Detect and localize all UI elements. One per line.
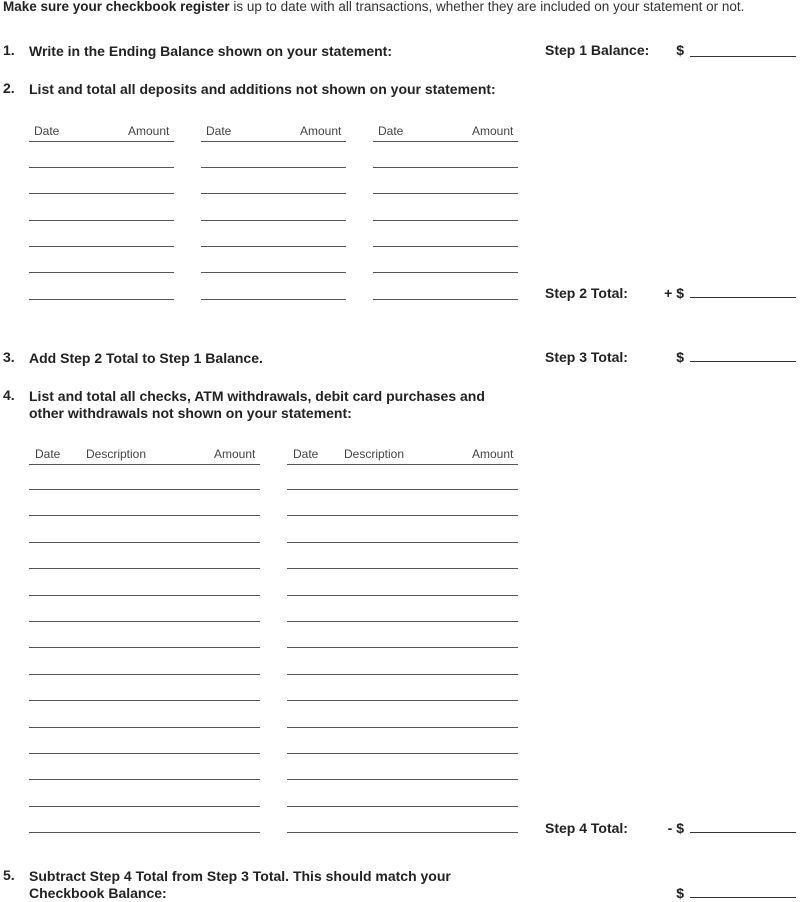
withdrawal-entry-line[interactable]: [29, 621, 260, 622]
deposit-entry-line[interactable]: [201, 167, 346, 168]
withdrawal-entry-line[interactable]: [29, 542, 260, 543]
step-2-label: Step 2 Total:: [545, 285, 628, 301]
intro-text: [3, 0, 744, 14]
withdrawal-entry-line[interactable]: [29, 832, 260, 833]
withdrawal-entry-line[interactable]: [287, 568, 518, 569]
step-1-sign: $: [676, 42, 684, 58]
deposits-date-header-1: Date: [34, 124, 60, 138]
deposit-entry-line[interactable]: [373, 167, 518, 168]
withdrawals-description-header-1: Description: [86, 447, 147, 461]
intro-bold: Make sure your checkbook register: [3, 0, 230, 14]
withdrawals-date-header-2: Date: [293, 447, 319, 461]
deposits-date-header-2: Date: [206, 124, 232, 138]
withdrawals-description-header-2: Description: [344, 447, 405, 461]
withdrawal-entry-line[interactable]: [29, 753, 260, 754]
withdrawal-entry-line[interactable]: [29, 806, 260, 807]
step-1-text: Write in the Ending Balance shown on your statement:: [29, 43, 393, 59]
step-1-number: 1.: [3, 42, 15, 58]
withdrawal-entry-line[interactable]: [287, 595, 518, 596]
step-1-balance-field[interactable]: [690, 56, 796, 57]
deposit-entry-line[interactable]: [29, 220, 174, 221]
withdrawal-entry-line[interactable]: [287, 700, 518, 701]
withdrawal-entry-line[interactable]: [287, 647, 518, 648]
step-2-text: List and total all deposits and additions not shown on your statement:: [29, 81, 496, 97]
checkbook-balance-field[interactable]: [690, 897, 796, 898]
step-1-label: Step 1 Balance:: [545, 42, 650, 58]
withdrawals-header-rule-2: [287, 464, 518, 465]
withdrawal-entry-line[interactable]: [287, 753, 518, 754]
deposit-entry-line[interactable]: [373, 246, 518, 247]
step-2-total-field[interactable]: [690, 297, 796, 298]
step-5-sign: $: [676, 885, 684, 901]
deposit-entry-line[interactable]: [373, 272, 518, 273]
withdrawal-entry-line[interactable]: [29, 779, 260, 780]
withdrawal-entry-line[interactable]: [29, 515, 260, 516]
step-3-label: Step 3 Total:: [545, 349, 628, 365]
deposits-amount-header-1: Amount: [128, 124, 170, 138]
step-2-sign: + $: [664, 285, 684, 301]
withdrawal-entry-line[interactable]: [29, 595, 260, 596]
withdrawal-entry-line[interactable]: [29, 489, 260, 490]
deposits-header-rule-1: [29, 141, 174, 142]
withdrawals-amount-header-1: Amount: [214, 447, 256, 461]
withdrawal-entry-line[interactable]: [287, 542, 518, 543]
deposit-entry-line[interactable]: [201, 246, 346, 247]
withdrawal-entry-line[interactable]: [287, 832, 518, 833]
step-5-number: 5.: [3, 867, 15, 883]
withdrawal-entry-line[interactable]: [29, 568, 260, 569]
step-4-sign: - $: [667, 820, 684, 836]
deposit-entry-line[interactable]: [201, 193, 346, 194]
deposits-date-header-3: Date: [378, 124, 404, 138]
deposit-entry-line[interactable]: [29, 167, 174, 168]
step-3-text: Add Step 2 Total to Step 1 Balance.: [29, 350, 263, 366]
withdrawal-entry-line[interactable]: [287, 489, 518, 490]
step-4-label: Step 4 Total:: [545, 820, 628, 836]
step-3-number: 3.: [3, 349, 15, 365]
deposit-entry-line[interactable]: [29, 193, 174, 194]
deposits-header-rule-2: [201, 141, 346, 142]
step-5-text-line2: Checkbook Balance:: [29, 885, 167, 901]
step-4-number: 4.: [3, 387, 15, 403]
withdrawal-entry-line[interactable]: [29, 674, 260, 675]
deposits-header-rule-3: [373, 141, 518, 142]
withdrawal-entry-line[interactable]: [287, 621, 518, 622]
step-2-number: 2.: [3, 80, 15, 96]
step-4-total-field[interactable]: [690, 832, 796, 833]
step-4-text-line2: other withdrawals not shown on your statement:: [29, 405, 352, 421]
deposit-entry-line[interactable]: [373, 299, 518, 300]
step-5-text-line1: Subtract Step 4 Total from Step 3 Total. This should match your: [29, 868, 451, 884]
step-4-text-line1: List and total all checks, ATM withdrawals, debit card purchases and: [29, 388, 485, 404]
deposit-entry-line[interactable]: [201, 272, 346, 273]
withdrawal-entry-line[interactable]: [287, 674, 518, 675]
withdrawal-entry-line[interactable]: [287, 779, 518, 780]
step-3-total-field[interactable]: [690, 361, 796, 362]
deposit-entry-line[interactable]: [29, 246, 174, 247]
deposit-entry-line[interactable]: [373, 193, 518, 194]
withdrawals-date-header-1: Date: [35, 447, 61, 461]
deposit-entry-line[interactable]: [201, 220, 346, 221]
deposit-entry-line[interactable]: [201, 299, 346, 300]
deposit-entry-line[interactable]: [29, 272, 174, 273]
withdrawals-header-rule-1: [29, 464, 260, 465]
deposits-amount-header-2: Amount: [300, 124, 342, 138]
withdrawal-entry-line[interactable]: [29, 727, 260, 728]
withdrawal-entry-line[interactable]: [29, 700, 260, 701]
deposit-entry-line[interactable]: [373, 220, 518, 221]
intro-rest: is up to date with all transactions, whether they are included on your statement or not.: [229, 0, 745, 14]
withdrawal-entry-line[interactable]: [287, 515, 518, 516]
deposit-entry-line[interactable]: [29, 299, 174, 300]
withdrawal-entry-line[interactable]: [287, 727, 518, 728]
withdrawal-entry-line[interactable]: [29, 647, 260, 648]
step-3-sign: $: [676, 349, 684, 365]
withdrawals-amount-header-2: Amount: [472, 447, 514, 461]
withdrawal-entry-line[interactable]: [287, 806, 518, 807]
deposits-amount-header-3: Amount: [472, 124, 514, 138]
